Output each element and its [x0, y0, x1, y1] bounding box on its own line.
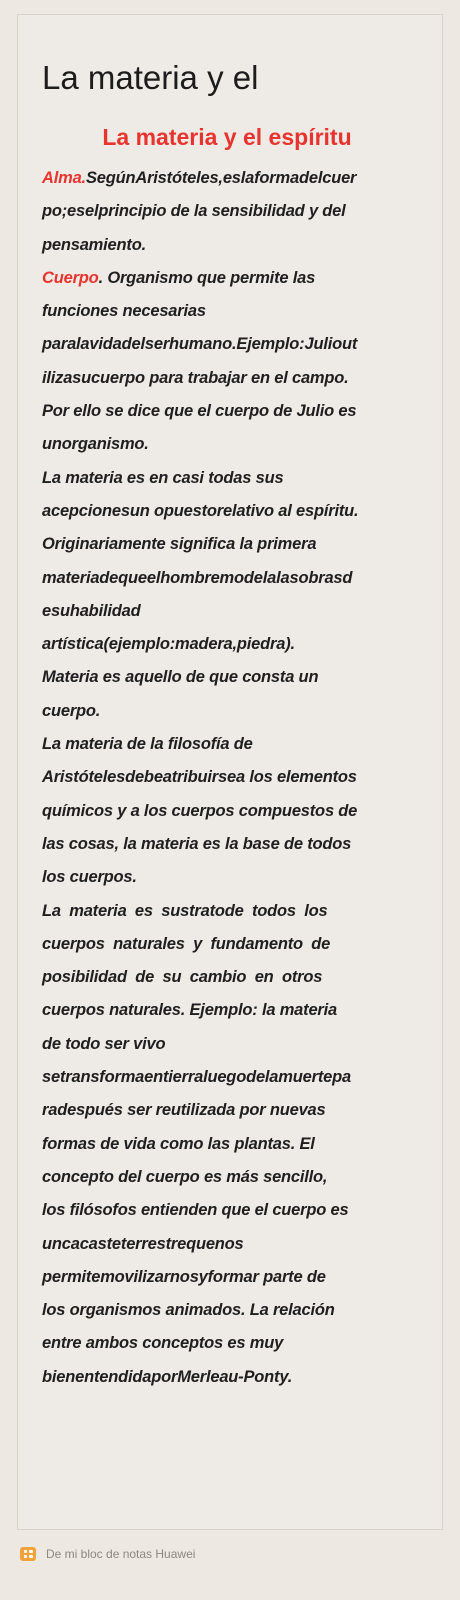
text-line: artística(ejemplo:madera,piedra).: [42, 635, 295, 654]
text-line: Aristótelesdebeatribuirsea los elementos: [42, 768, 357, 787]
text-line: materiadequeelhombremodelalasobrasd: [42, 568, 353, 587]
text-line: [42, 262, 412, 295]
text-line: Por ello se dice que el cuerpo de Julio es: [42, 402, 357, 421]
text-line: funciones necesarias: [42, 302, 206, 321]
note-content: [42, 120, 412, 1394]
text-line: entre ambos conceptos es muy: [42, 1334, 284, 1353]
term-alma: Alma.: [42, 169, 86, 187]
footer-attribution: De mi bloc de notas Huawei: [46, 1547, 196, 1561]
text-line: concepto del cuerpo es más sencillo,: [42, 1167, 328, 1186]
text-line: esuhabilidad: [42, 601, 141, 620]
text-line: químicos y a los cuerpos compuestos de: [42, 801, 358, 820]
text-line: bienentendidaporMerleau-Ponty.: [42, 1367, 293, 1386]
text-line: La materia es en casi todas sus: [42, 468, 284, 487]
text-line: ilizasucuerpo para trabajar en el campo.: [42, 368, 349, 387]
text-line: cuerpos naturales y fundamento de: [42, 934, 331, 953]
text-line: permitemovilizarnosyformar parte de: [42, 1267, 326, 1286]
text-line: posibilidad de su cambio en otros: [42, 968, 323, 987]
text-line: formas de vida como las plantas. El: [42, 1134, 315, 1153]
text-line: paralavidadelserhumano.Ejemplo:Juliout: [42, 335, 358, 354]
text-line: los filósofos entienden que el cuerpo es: [42, 1201, 349, 1220]
text-line: uncacasteterrestrequenos: [42, 1234, 244, 1253]
note-heading: La materia y el espíritu: [102, 124, 352, 150]
text-line: cuerpo.: [42, 701, 101, 720]
text-line: de todo ser vivo: [42, 1034, 166, 1053]
text-line: La materia es sustratode todos los: [42, 901, 328, 920]
text-line: La materia de la filosofía de: [42, 735, 253, 754]
text-line: Materia es aquello de que consta un: [42, 668, 319, 687]
text-line: po;eselprincipio de la sensibilidad y del: [42, 202, 346, 221]
text-line: los organismos animados. La relación: [42, 1301, 335, 1320]
text-line: setransformaentierraluegodelamuertepa: [42, 1068, 351, 1087]
term-cuerpo: Cuerpo: [42, 268, 99, 287]
note-title: La materia y el: [42, 59, 259, 96]
text-line: Originariamente significa la primera: [42, 535, 317, 554]
text-line: pensamiento.: [42, 235, 146, 254]
text-line: unorganismo.: [42, 435, 149, 454]
text-line: acepcionesun opuestorelativo al espíritu.: [42, 501, 359, 520]
text-line: [42, 162, 412, 195]
text-line: los cuerpos.: [42, 868, 137, 887]
notes-app-icon: [20, 1547, 36, 1561]
text-line: las cosas, la materia es la base de todos: [42, 834, 352, 853]
cuerpo-definition: . Organismo que permite las: [98, 268, 316, 287]
alma-definition: SegúnAristóteles,eslaformadelcuer: [85, 169, 357, 187]
text-line: radespués ser reutilizada por nuevas: [42, 1101, 326, 1120]
text-line: cuerpos naturales. Ejemplo: la materia: [42, 1001, 338, 1020]
footer: [20, 1547, 195, 1561]
